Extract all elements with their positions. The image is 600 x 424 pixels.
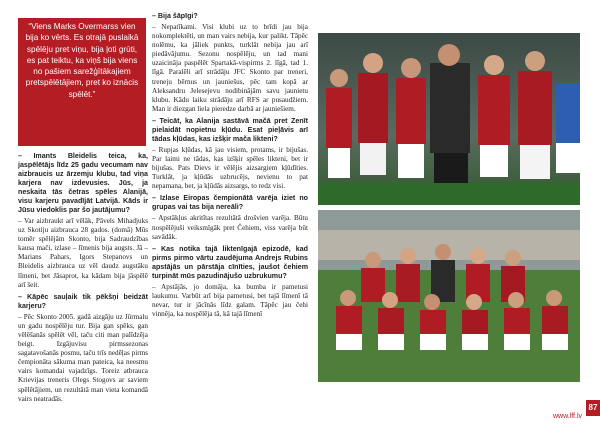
text-column-1 — [18, 152, 148, 407]
answer-paragraph: – Apstākļus akritītas rezultātā drošvien varēja. Būtu nospēlējuši veiksmīgāk pret Čehiem, viss varēja būt savādāk. — [152, 214, 308, 241]
question-paragraph: – Kas notika tajā liktenīgajā epizodē, kad pirms pirmo vārtu zaudējuma Andrejs Rubins apstājās un pārstāja cīnīties, jaušot čehiem turpināt mūs pazudinājušo uzbrukumu? — [152, 244, 308, 280]
answer-paragraph: – Nepatīkami. Visi klubi uz to brīdi jau bija nokomplektēti, un man vairs nebija, kur palikt. Tāpēc nolēmu, ka jāliek punkts, turklāt nebija jau arī piedāvājumu. Sezonu nospēlēju, un tad mani uzaicināja paspēlēt Spartakā-vispirms 2. līgā, tad 1. līgā. Paralēli arī strādāju JFC Skonto par treneri, treneju bērnus un jauniešus, pēc tam kopā ar Aleksandru Jelesejevu nodibinājām savu jaunietu klubu. Kādu laiku strādāju arī RFS ar pusaudžiem. Man ir diezgan liela pieredze darbā ar jauniešiem. — [152, 23, 308, 113]
answer-paragraph: – Rupjas kļūdas, kā jau visiem, protams, ir bijušas. Par laimi ne tādas, kas izšķir spēles likteni, bet ir bijušas. Pats Dievs ir vēlējis aizsargiem kļūdīties. Turklāt, ja kļūdās uzbrucējs, nevienu to pat nepamana, bet, ja kļūdās aizsargs, to redz visi. — [152, 145, 308, 191]
answer-paragraph: – Var aizbraukt arī vēlāk, Pāvels Mihadjuks uz Skotiju aizbrauca 28 gados. (domā) Mūs tomēr spēlējām Skonto, bija Sadraudzības kausa mači, izlase – līmenis bija augsts. Jā – Marians Pahars, Igors Stepanovs un Bleidelis aizbrauca uz vēl daudz augstāku līmeni, bet Jāsaprot, ka kādam bija jāspēlē arī šeit. — [18, 217, 148, 289]
team-group-photo — [318, 210, 580, 382]
answer-paragraph: – Pēc Skonto 2005. gadā aizgāju uz Jūrmalu un gadu nospēlēju tur. Bija gan spēks, gan vēlēšanās spēlēt vēl, taču citi man palīdzēja beigt. Izgājuvisu pirmssezonas sagatavošanās posmu, taču trīs nedēļas pirms čempionāta sākuma man pateica, ka neesmu vairs komandai vajadzīgs. Toreiz atbrauca Krievijas treneris Olegs Stogovs ar saviem spēlētājiem, un rezultātā man vieta komandā vairs neatradās. — [18, 312, 148, 403]
question-paragraph: – Imants Bleidelis teica, ka, jaspēlētājs līdz 25 gadu vecumam nav aizbraucis uz ārzemju klubu, tad viņa karjera nav izdevusies. Jūs, ja neskaita tās četras spēles Alanijā, visu karjeru pavadījāt Latvijā. Kāds ir Jūsu viedoklis par šo jautājumu? — [18, 152, 148, 214]
question-paragraph: – Teicāt, ka Alanija sastāvā mačā pret Zenīt pielaidāt nopietnu kļūdu. Esat pieļāvis arī tādas kļūdas, kas izšķir mača likteni? — [152, 116, 308, 143]
question-paragraph: – Bija šāpīgi? — [152, 12, 198, 20]
pull-quote: “Viens Marks Overmarss vien bija ko vērts. Es otrajā puslaikā spēlēju pret viņu, bija ļoti grūti, es pat teiktu, ka viņš bija viens no pašiem sarežģītākajiem pretspēlētājiem, pret ko iznācis spēlēt.” — [18, 18, 146, 146]
text-column-2 — [152, 12, 308, 322]
question-paragraph: – Kāpēc sauļaik tik pēkšņi beidzāt karjeru? — [18, 292, 148, 310]
team-walkout-photo — [318, 33, 580, 205]
question-paragraph: – Izlase Eiropas čempionātā varēja iziet no grupas vai tas bija nereāli? — [152, 194, 308, 212]
footer-url: www.lff.lv — [552, 413, 582, 420]
page-number: 87 — [586, 400, 600, 416]
answer-paragraph: – Apstājās, jo domāja, ka bumba ir pametusi laukumu. Varbūt arī bija pametusi, bet tajā līmenī tā nevar, tur ir jācīnās līdz galam. Tāpēc jau čehi vinnēja, ka nospēlēja tā, kā tajā līmenī — [152, 282, 308, 318]
